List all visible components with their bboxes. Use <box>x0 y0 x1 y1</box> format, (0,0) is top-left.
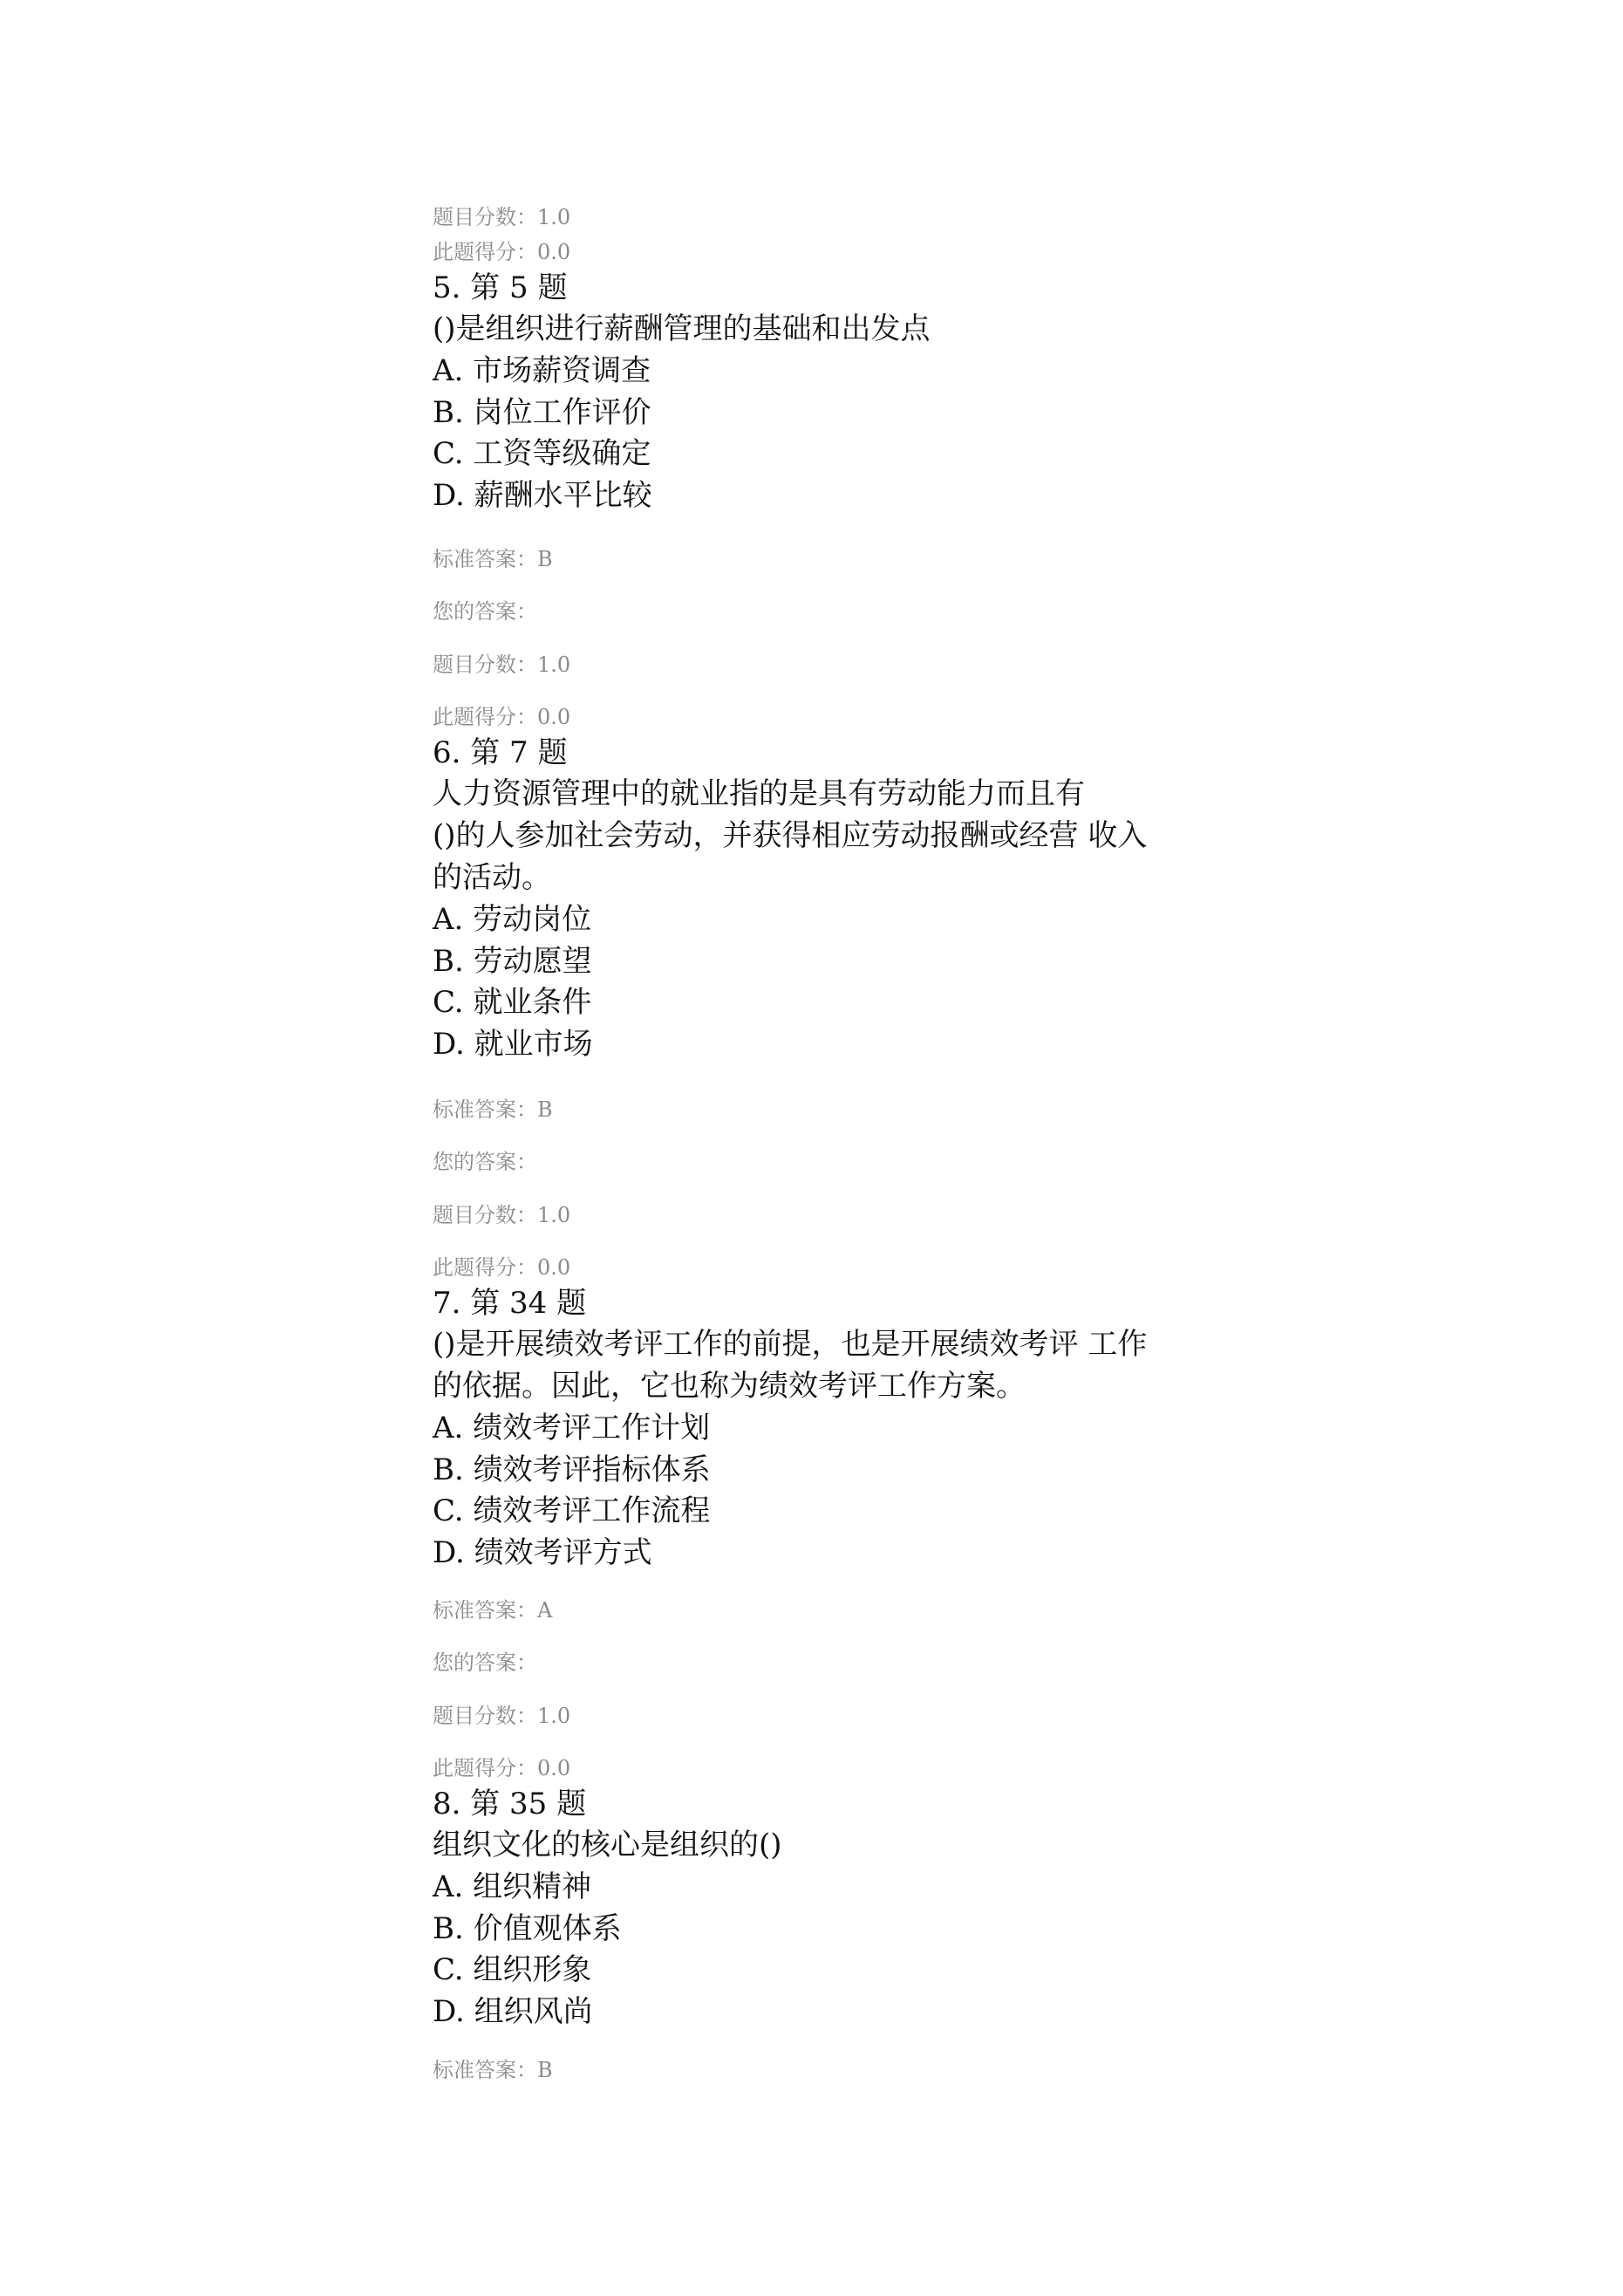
q6-got: 此题得分：0.0 <box>433 1255 571 1280</box>
q7-option-c: C. 绩效考评工作流程 <box>433 1493 711 1528</box>
q5-stem-line-1: ()是组织进行薪酬管理的基础和出发点 <box>433 311 931 346</box>
q6-score: 题目分数：1.0 <box>433 1203 571 1227</box>
q7-score: 题目分数：1.0 <box>433 1704 571 1728</box>
q8-standard-answer: 标准答案：B <box>433 2058 553 2082</box>
q6-stem-line-3: 的活动。 <box>433 860 551 895</box>
q7-got: 此题得分：0.0 <box>433 1756 571 1780</box>
q7-stem-line-2: 的依据。因此，它也称为绩效考评工作方案。 <box>433 1369 1026 1404</box>
q6-heading: 6. 第 7 题 <box>433 735 568 770</box>
q8-option-b: B. 价值观体系 <box>433 1911 622 1946</box>
q6-option-a: A. 劳动岗位 <box>433 902 592 937</box>
q6-your-answer: 您的答案： <box>433 1150 537 1174</box>
q6-stem-line-2: ()的人参加社会劳动，并获得相应劳动报酬或经营 收入 <box>433 818 1148 853</box>
q7-option-a: A. 绩效考评工作计划 <box>433 1411 711 1445</box>
q4-score: 题目分数：1.0 <box>433 205 571 229</box>
q8-option-d: D. 组织风尚 <box>433 1994 593 2029</box>
q6-option-b: B. 劳动愿望 <box>433 944 592 979</box>
q7-standard-answer: 标准答案：A <box>433 1598 553 1623</box>
q7-option-d: D. 绩效考评方式 <box>433 1535 652 1570</box>
q8-heading: 8. 第 35 题 <box>433 1787 587 1821</box>
q5-option-b: B. 岗位工作评价 <box>433 395 651 430</box>
q6-option-d: D. 就业市场 <box>433 1027 593 1062</box>
q5-your-answer: 您的答案： <box>433 599 537 624</box>
q6-stem-line-1: 人力资源管理中的就业指的是具有劳动能力而且有 <box>433 776 1085 811</box>
q5-option-c: C. 工资等级确定 <box>433 436 651 471</box>
q8-option-c: C. 组织形象 <box>433 1952 592 1987</box>
q5-got: 此题得分：0.0 <box>433 705 571 729</box>
q5-heading: 5. 第 5 题 <box>433 270 568 305</box>
q5-option-d: D. 薪酬水平比较 <box>433 478 652 513</box>
q7-heading: 7. 第 34 题 <box>433 1286 587 1321</box>
q8-stem-line-1: 组织文化的核心是组织的() <box>433 1828 782 1862</box>
q6-option-c: C. 就业条件 <box>433 985 592 1020</box>
q5-standard-answer: 标准答案：B <box>433 547 553 571</box>
q5-option-a: A. 市场薪资调查 <box>433 353 651 388</box>
q8-option-a: A. 组织精神 <box>433 1869 592 1904</box>
q6-standard-answer: 标准答案：B <box>433 1097 553 1122</box>
q7-option-b: B. 绩效考评指标体系 <box>433 1452 711 1487</box>
q5-score: 题目分数：1.0 <box>433 653 571 677</box>
q4-got: 此题得分：0.0 <box>433 240 571 264</box>
q7-your-answer: 您的答案： <box>433 1650 537 1675</box>
q7-stem-line-1: ()是开展绩效考评工作的前提，也是开展绩效考评 工作 <box>433 1327 1148 1362</box>
